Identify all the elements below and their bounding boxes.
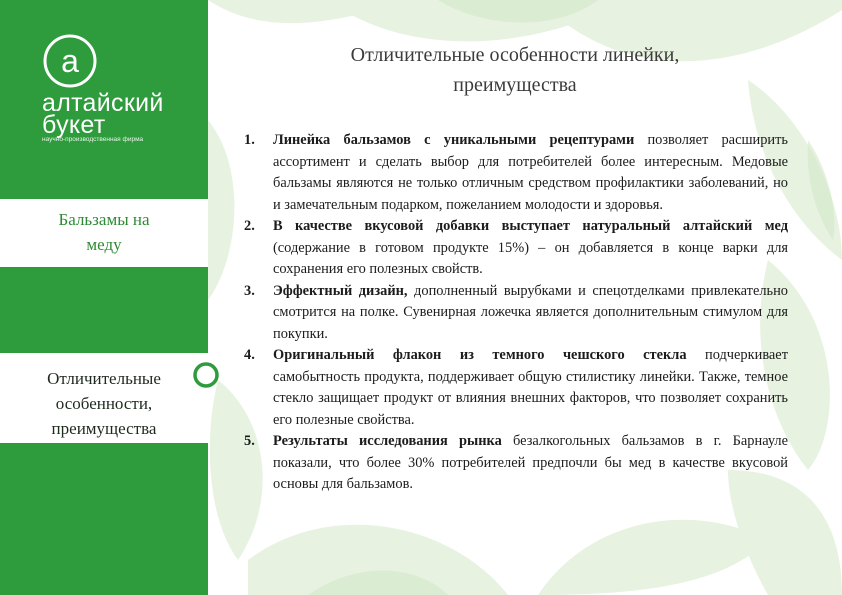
list-item-text: (содержание в готовом продукте 15%) – он добавляется в конце варки для сохранения его полезных свойств. [273, 239, 788, 277]
list-item-heading: В качестве вкусовой добавки выступает натуральный алтайский мед [273, 218, 788, 234]
brand-name-line1: алтайский [42, 89, 164, 117]
sidebar-item-balms[interactable] [0, 199, 208, 267]
list-item-text: позволяет расширить ассортимент и сделать выбор для потребителей более интересным. Медовые бальзамы являются не только отличным средством профилактики заболеваний, но и замечательным подарком, пожеланием молодости и здоровья. [273, 132, 788, 213]
brand-name-line2: букет [42, 111, 106, 139]
features-list [244, 130, 788, 496]
list-item [244, 130, 788, 216]
list-item-text: безалкогольных бальзамов в г. Барнауле показали, что более 30% потребителей предпочли бы мед в качестве вкусовой основы для бальзамов. [273, 433, 788, 492]
list-item-heading: Линейка бальзамов с уникальными рецептурами [273, 132, 635, 148]
sidebar-item-label: преимущества [51, 419, 157, 438]
active-marker-icon [192, 361, 220, 389]
sidebar-item-features[interactable] [0, 353, 208, 443]
list-item-text: дополненный вырубками и спецотделками привлекательно смотрится на полке. Сувенирная ложечка является дополнительным стимулом для покупки. [273, 282, 788, 342]
page-title [250, 40, 780, 100]
list-item-heading: Эффектный дизайн, [273, 282, 408, 299]
list-number: 3. [244, 282, 255, 299]
logo-mark-icon [42, 33, 98, 89]
brand-logo [40, 33, 190, 153]
list-item-heading: Результаты исследования рынка [273, 433, 502, 449]
sidebar-item-label: Отличительные [47, 369, 161, 388]
page-title-line1: Отличительные особенности линейки, [350, 44, 680, 66]
list-item-text: подчеркивает самобытность продукта, поддерживает общую стилистику линейки. Также, темное стекло защищает продукт от влияния внешних факторов, что позволяет сохранить его полезные свойства. [273, 347, 788, 428]
sidebar-item-label: особенности, [55, 394, 153, 413]
sidebar-item-label: Бальзамы на [58, 210, 150, 229]
list-item [244, 216, 788, 281]
list-item [244, 345, 788, 431]
page-title-line2: преимущества [453, 74, 577, 96]
list-number: 1. [244, 132, 255, 148]
list-item [244, 431, 788, 496]
list-item-heading: Оригинальный флакон из темного чешского стекла [273, 347, 687, 363]
list-number: 5. [244, 433, 255, 449]
brand-subtitle: научно-производственная фирма [42, 136, 144, 143]
list-number: 2. [244, 218, 255, 234]
list-number: 4. [244, 347, 255, 363]
logo-letter: а [61, 43, 79, 79]
list-item [244, 281, 788, 346]
sidebar-item-label: меду [86, 235, 122, 254]
